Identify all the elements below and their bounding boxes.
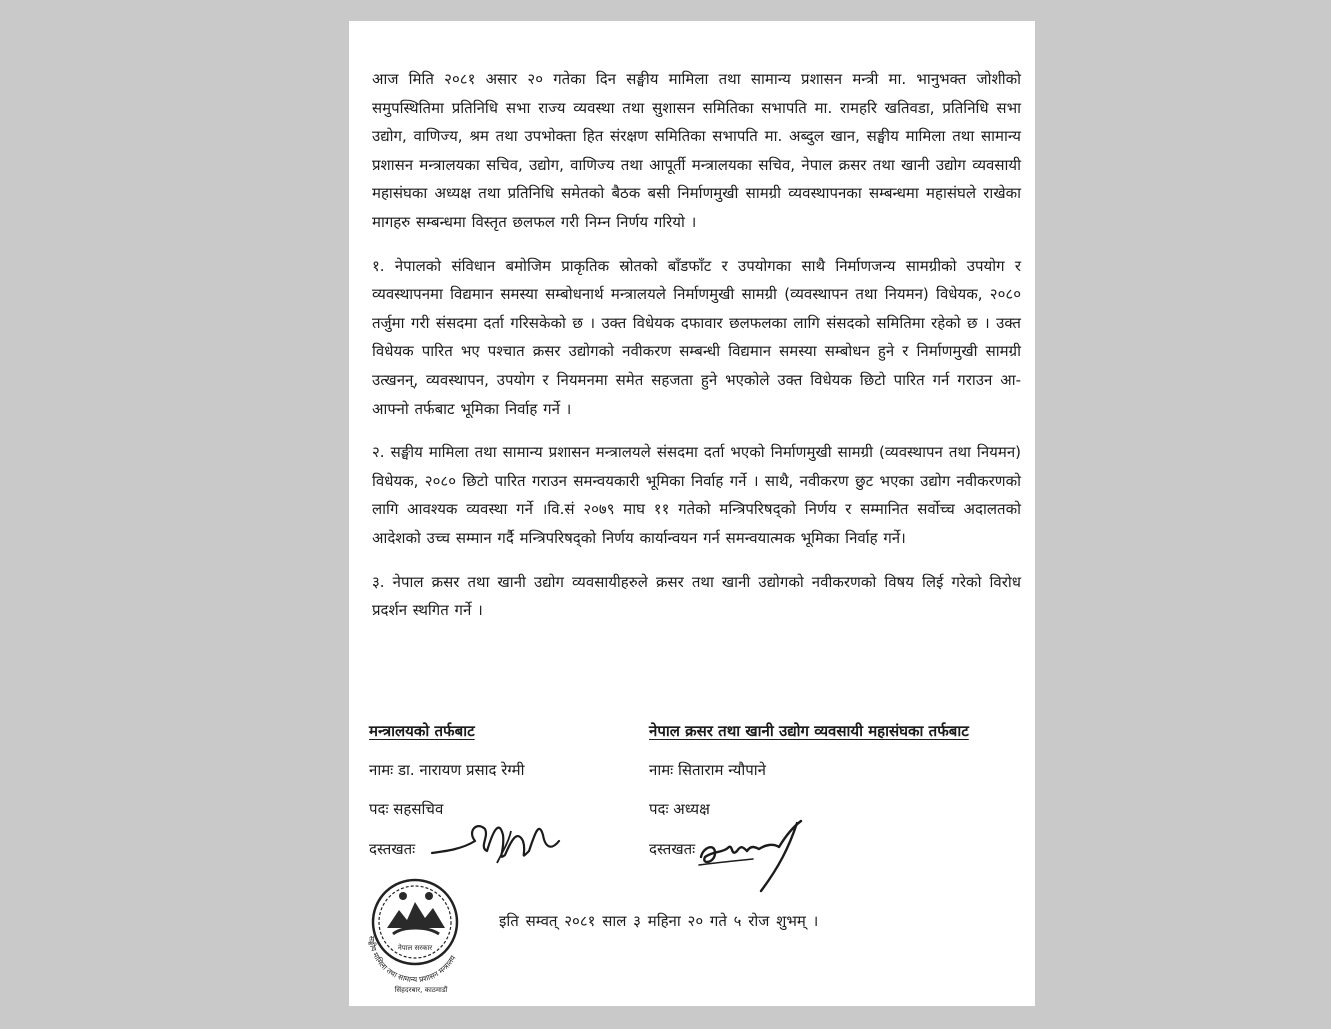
- closing-line: इति सम्वत् २०८१ साल ३ महिना २० गते ५ रोज शुभम् ।: [499, 912, 819, 930]
- ministry-signature-heading: मन्त्रालयको तर्फबाट: [369, 722, 475, 740]
- document-page: [349, 21, 1035, 1006]
- ministry-signature-block: [369, 721, 649, 881]
- federation-signatory-name: नामः सिताराम न्यौपाने: [649, 761, 766, 779]
- government-seal: [349, 866, 481, 998]
- intro-paragraph: आज मिति २०८१ असार २० गतेका दिन सङ्घीय मामिला तथा सामान्य प्रशासन मन्त्री मा. भानुभक्त जोशीको समुपस्थितिमा प्रतिनिधि सभा राज्य व्यवस्था तथा सुशासन समितिका सभापति मा. रामहरि खतिवडा, प्रतिनिधि सभा उद्योग, वाणिज्य, श्रम तथा उपभोक्ता हित संरक्षण समितिका सभापति मा. अब्दुल खान, सङ्घीय मामिला तथा सामान्य प्रशासन मन्त्रालयका सचिव, उद्योग, वाणिज्य तथा आपूर्ती मन्त्रालयका सचिव, नेपाल क्रसर तथा खानी उद्योग व्यवसायी महासंघका अध्यक्ष तथा प्रतिनिधि समेतको बैठक बसी निर्माणमुखी सामग्री व्यवस्थापनका सम्बन्धमा महासंघले राखेका मागहरु सम्बन्धमा विस्तृत छलफल गरी निम्न निर्णय गरियो ।: [372, 70, 1021, 231]
- federation-signature-block: [649, 721, 1019, 901]
- ministry-signatory-post: पदः सहसचिव: [369, 800, 444, 818]
- seal-ring-text: सङ्घीय मामिला तथा सामान्य प्रशासन मन्त्रालय: [366, 935, 458, 985]
- ministry-signatory-name: नामः डा. नारायण प्रसाद रेग्मी: [369, 761, 525, 779]
- seal-top-text: नेपाल सरकार: [397, 944, 433, 952]
- decision-point-3: ३. नेपाल क्रसर तथा खानी उद्योग व्यवसायीहरुले क्रसर तथा खानी उद्योगको नवीकरणको विषय लिई गरेको विरोध प्रदर्शन स्थगित गर्ने ।: [372, 572, 1021, 620]
- ministry-signature: [427, 811, 567, 871]
- decision-point-1: १. नेपालको संविधान बमोजिम प्राकृतिक स्रोतको बाँडफाँट र उपयोगका साथै निर्माणजन्य सामग्रीको उपयोग र व्यवस्थापनमा विद्यमान समस्या सम्बोधनार्थ मन्त्रालयले निर्माणमुखी सामग्री (व्यवस्थापन तथा नियमन) विधेयक, २०८० तर्जुमा गरी संसदमा दर्ता गरिसकेको छ । उक्त विधेयक दफावार छलफलका लागि संसदको समितिमा रहेको छ । उक्त विधेयक पारित भए पश्चात क्रसर उद्योगको नवीकरण सम्बन्धी विद्यमान समस्या सम्बोधन हुने र निर्माणमुखी सामग्री उत्खनन्, व्यवस्थापन, उपयोग र नियमनमा समेत सहजता हुने भएकोले उक्त विधेयक छिटो पारित गर्न गराउन आ-आफ्नो तर्फबाट भूमिका निर्वाह गर्ने ।: [372, 256, 1021, 418]
- federation-signatory-post: पदः अध्यक्ष: [649, 800, 710, 818]
- federation-signature-heading: नेपाल क्रसर तथा खानी उद्योग व्यवसायी महासंघका तर्फबाट: [649, 722, 969, 740]
- seal-place-text: सिंहदरबार, काठमाडौं: [394, 986, 448, 994]
- decision-point-2: २. सङ्घीय मामिला तथा सामान्य प्रशासन मन्त्रालयले संसदमा दर्ता भएको निर्माणमुखी सामग्री (व्यवस्थापन तथा नियमन) विधेयक, २०८० छिटो पारित गराउन समन्वयकारी भूमिका निर्वाह गर्ने । साथै, नवीकरण छुट भएका उद्योग नवीकरणको लागि आवश्यक व्यवस्था गर्ने ।वि.सं २०७९ माघ ११ गतेको मन्त्रिपरिषद्को निर्णय र सम्मानित सर्वोच्च अदालतको आदेशको उच्च सम्मान गर्दै मन्त्रिपरिषद्को निर्णय कार्यान्वयन गर्न समन्वयात्मक भूमिका निर्वाह गर्ने।: [372, 443, 1021, 547]
- federation-signature: [693, 817, 813, 897]
- federation-sign-label: दस्तखतः: [649, 840, 696, 858]
- ministry-sign-label: दस्तखतः: [369, 840, 416, 858]
